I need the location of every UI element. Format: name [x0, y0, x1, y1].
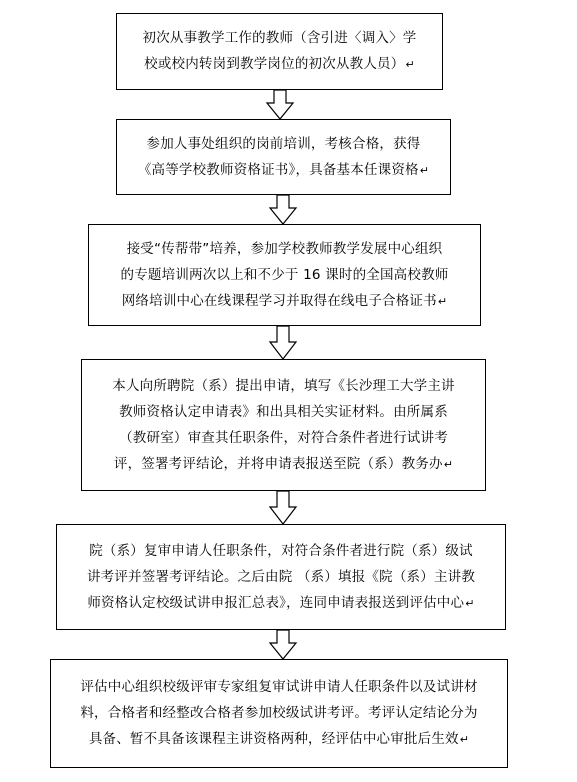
step-1-line-2: 校或校内转岗到教学岗位的初次从教人员）	[144, 56, 405, 72]
flow-step-6	[50, 659, 508, 768]
step-2-line-2: 《高等学校教师资格证书》，具备基本任课资格	[137, 161, 419, 178]
down-arrow-5	[268, 630, 298, 660]
flow-step-3	[88, 224, 481, 326]
step-4-line-1: 本人向所聘院（系）提出申请，填写《长沙理工大学主讲	[112, 377, 455, 394]
down-arrow-3	[268, 326, 298, 360]
step-6-line-2: 料，合格者和经整改合格者参加校级试讲考评。考评认定结论分为	[80, 705, 478, 721]
step-4-line-3: （教研室）审查其任职条件，对符合条件者进行试讲考	[119, 429, 448, 446]
step-4-line-2: 教师资格认定申请表》和出具相关实证材料。由所属系	[119, 403, 448, 420]
step-2-line-1: 参加人事处组织的岗前培训，考核合格，获得	[146, 135, 421, 152]
flow-step-2	[116, 119, 451, 195]
flow-step-1	[116, 13, 443, 90]
paragraph-mark-icon: ↵	[465, 596, 475, 610]
step-5-line-3: 师资格认定校级试讲申报汇总表》，连同申请表报送到评估中心	[87, 594, 465, 611]
step-5-line-1: 院（系）复审申请人任职条件，对符合条件者进行院（系）级试	[89, 542, 473, 559]
down-arrow-1	[265, 90, 295, 120]
step-3-line-1: 接受“传帮带”培养，参加学校教师教学发展中心组织	[126, 240, 443, 257]
paragraph-mark-icon: ↵	[405, 58, 415, 71]
step-3-line-3: 网络培训中心在线课程学习并取得在线电子合格证书	[121, 292, 437, 309]
step-4-line-4: 评，签署考评结论，并将申请表报送至院（系）教务办	[113, 455, 443, 472]
paragraph-mark-icon: ↵	[443, 457, 454, 471]
step-1-line-1: 初次从事教学工作的教师（含引进〈调入〉学	[142, 30, 417, 46]
step-6-line-1: 评估中心组织校级评审专家组复审试讲申请人任职条件以及试讲材	[80, 679, 478, 695]
paragraph-mark-icon: ↵	[459, 733, 470, 746]
down-arrow-4	[268, 491, 298, 525]
step-5-line-2: 讲考评并签署考评结论。之后由院 （系）填报《院（系）主讲教	[86, 568, 476, 585]
flow-step-5	[56, 524, 506, 630]
step-6-line-3: 具备、暂不具备该课程主讲资格两种，经评估中心审批后生效	[88, 731, 459, 747]
step-3-line-2: 的专题培训两次以上和不少于 16 课时的全国高校教师	[120, 266, 449, 283]
paragraph-mark-icon: ↵	[419, 163, 430, 177]
flow-step-4	[81, 359, 486, 491]
paragraph-mark-icon: ↵	[437, 294, 448, 308]
down-arrow-2	[268, 195, 298, 225]
